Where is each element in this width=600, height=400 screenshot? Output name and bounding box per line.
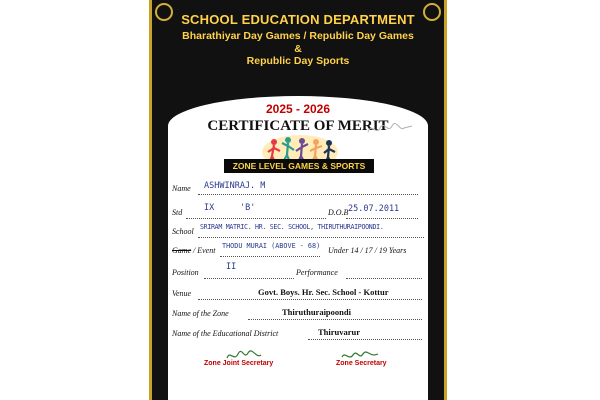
certificate-title: CERTIFICATE OF MERIT xyxy=(207,118,389,134)
school-line xyxy=(198,237,424,238)
dob-line xyxy=(346,218,418,219)
dob-label: D.O.B xyxy=(328,208,349,217)
name-label: Name xyxy=(172,184,191,193)
name-line xyxy=(198,194,418,195)
performance-line xyxy=(346,278,422,279)
district-line xyxy=(308,339,422,340)
games-line: Bharathiyar Day Games / Republic Day Games xyxy=(182,30,414,42)
district-label: Name of the Educational District xyxy=(172,329,279,338)
district-value: Thiruvarur xyxy=(318,327,361,337)
age-category-label: Under 14 / 17 / 19 Years xyxy=(328,246,407,255)
ampersand: & xyxy=(294,43,302,55)
event-label: / Event xyxy=(193,246,216,255)
section-value: 'B' xyxy=(240,203,256,213)
dob-value: 25.07.2011 xyxy=(348,204,400,214)
zone-line xyxy=(248,319,422,320)
school-label: School xyxy=(172,227,194,236)
position-label: Position xyxy=(172,268,199,277)
venue-value: Govt. Boys. Hr. Sec. School - Kottur xyxy=(258,287,389,297)
game-label: Game xyxy=(172,246,192,255)
event-line xyxy=(220,256,320,257)
zone-label: Name of the Zone xyxy=(172,309,229,318)
right-gold-border xyxy=(444,0,447,400)
department-title: SCHOOL EDUCATION DEPARTMENT xyxy=(181,12,415,27)
faint-signature xyxy=(366,120,414,138)
venue-label: Venue xyxy=(172,289,192,298)
event-value: THODU MURAI (ABOVE - 68) xyxy=(222,242,321,250)
certificate-header xyxy=(152,12,444,67)
academic-year: 2025 - 2026 xyxy=(265,102,331,116)
certificate xyxy=(152,0,444,400)
sports-line: Republic Day Sports xyxy=(246,55,350,67)
secretary-label: Zone Secretary xyxy=(336,360,387,367)
std-label: Std xyxy=(172,208,183,217)
zone-banner: ZONE LEVEL GAMES & SPORTS xyxy=(224,159,374,173)
std-value: IX xyxy=(204,203,215,213)
performance-label: Performance xyxy=(296,268,338,277)
position-line xyxy=(204,278,294,279)
school-value: SRIRAM MATRIC. HR. SEC. SCHOOL, THIRUTHURAIPOONDI. xyxy=(200,223,384,231)
certificate-body xyxy=(168,96,428,400)
name-value: ASHWINRAJ. M xyxy=(204,181,266,191)
position-value: II xyxy=(226,262,237,272)
std-line xyxy=(186,218,326,219)
joint-secretary-label: Zone Joint Secretary xyxy=(204,360,274,367)
venue-line xyxy=(198,299,422,300)
zone-value: Thiruthuraipoondi xyxy=(282,307,351,317)
